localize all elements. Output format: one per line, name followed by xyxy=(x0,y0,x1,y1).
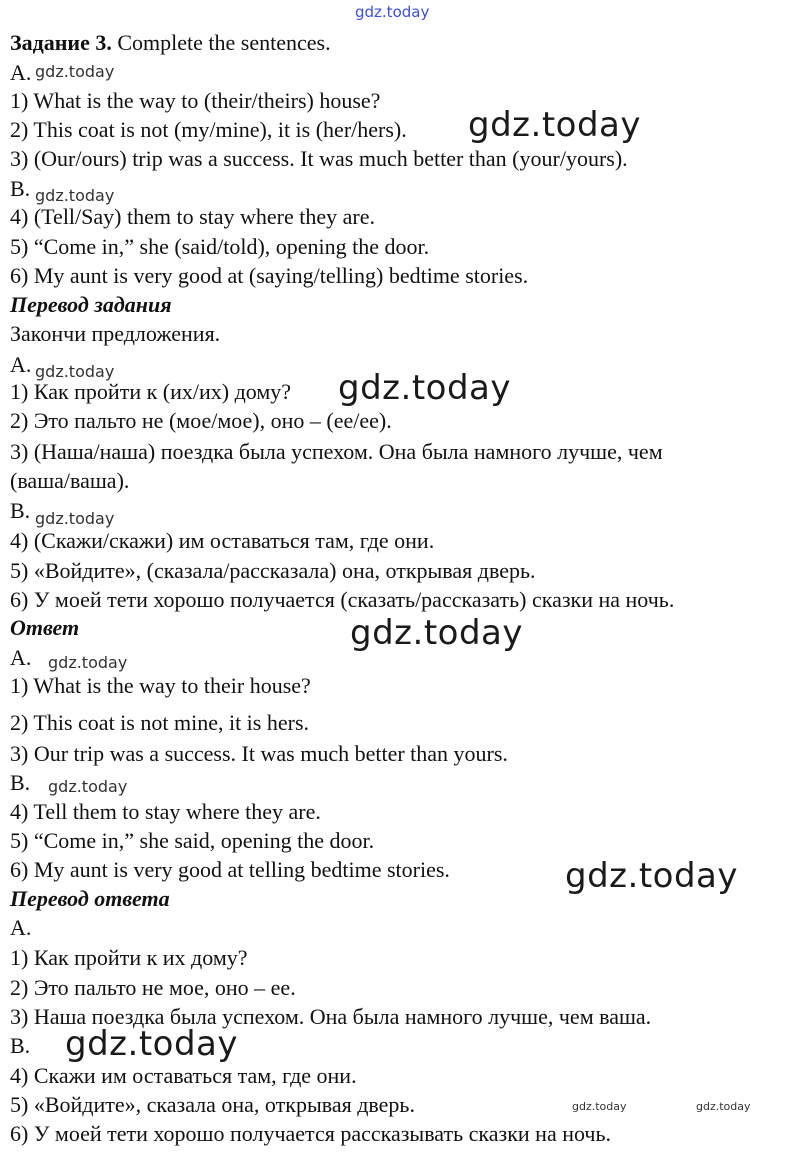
task-label: Задание 3. xyxy=(10,30,112,55)
watermark-small: gdz.today xyxy=(35,509,115,528)
answer-translation-a1: 1) Как пройти к их дому? xyxy=(10,945,248,970)
answer-translation-b6: 6) У моей тети хорошо получается рассказывать сказки на ночь. xyxy=(10,1121,612,1146)
question-part-a-label: A. xyxy=(10,60,32,85)
answer-a3: 3) Our trip was a success. It was much better than yours. xyxy=(10,741,508,766)
translation-a3-line2: (ваша/ваша). xyxy=(10,468,130,493)
watermark-small: gdz.today xyxy=(35,186,115,205)
task-heading xyxy=(10,30,331,56)
translation-part-a-label: A. xyxy=(10,352,32,377)
watermark-small: gdz.today xyxy=(35,362,115,381)
answer-b5: 5) “Come in,” she said, opening the door. xyxy=(10,828,375,853)
translation-a2: 2) Это пальто не (мое/мое), оно – (ее/ее). xyxy=(10,408,392,433)
answer-b4: 4) Tell them to stay where they are. xyxy=(10,799,321,824)
answer-translation-part-a-label: A. xyxy=(10,915,32,940)
question-a3: 3) (Our/ours) trip was a success. It was much better than (your/yours). xyxy=(10,146,628,171)
watermark-large: gdz.today xyxy=(468,105,641,145)
answer-translation-heading: Перевод ответа xyxy=(10,886,170,911)
question-b4: 4) (Tell/Say) them to stay where they are. xyxy=(10,204,375,229)
watermark-large: gdz.today xyxy=(565,856,738,896)
watermark-small: gdz.today xyxy=(48,777,128,796)
translation-b4: 4) (Скажи/скажи) им оставаться там, где они. xyxy=(10,528,435,553)
watermark-large: gdz.today xyxy=(338,368,511,408)
translation-b6: 6) У моей тети хорошо получается (сказать/рассказать) сказки на ночь. xyxy=(10,587,675,612)
translation-a1: 1) Как пройти к (их/их) дому? xyxy=(10,379,292,404)
question-part-b-label: B. xyxy=(10,176,31,201)
answer-part-a-label: A. xyxy=(10,645,32,670)
answer-a2: 2) This coat is not mine, it is hers. xyxy=(10,710,310,735)
question-b5: 5) “Come in,” she (said/told), opening the door. xyxy=(10,234,430,259)
answer-translation-b4: 4) Скажи им оставаться там, где они. xyxy=(10,1063,357,1088)
watermark-top: gdz.today xyxy=(355,3,430,21)
watermark-large: gdz.today xyxy=(350,613,523,653)
translation-b5: 5) «Войдите», (сказала/рассказала) она, открывая дверь. xyxy=(10,558,536,583)
watermark-small: gdz.today xyxy=(48,653,128,672)
watermark-tiny: gdz.today xyxy=(572,1100,627,1113)
answer-translation-a3: 3) Наша поездка была успехом. Она была намного лучше, чем ваша. xyxy=(10,1004,652,1029)
translation-part-b-label: B. xyxy=(10,498,31,523)
translation-heading: Перевод задания xyxy=(10,292,172,317)
watermark-tiny: gdz.today xyxy=(696,1100,751,1113)
question-b6: 6) My aunt is very good at (saying/telling) bedtime stories. xyxy=(10,263,529,288)
answer-heading: Ответ xyxy=(10,615,80,640)
answer-b6: 6) My aunt is very good at telling bedtime stories. xyxy=(10,857,450,882)
question-a1: 1) What is the way to (their/theirs) house? xyxy=(10,88,381,113)
answer-translation-b5: 5) «Войдите», сказала она, открывая дверь. xyxy=(10,1092,415,1117)
answer-a1: 1) What is the way to their house? xyxy=(10,673,311,698)
answer-part-b-label: B. xyxy=(10,770,31,795)
translation-a3-line1: 3) (Наша/наша) поездка была успехом. Она была намного лучше, чем xyxy=(10,439,663,464)
task-instruction: Complete the sentences. xyxy=(117,30,331,55)
watermark-small: gdz.today xyxy=(35,62,115,81)
watermark-large: gdz.today xyxy=(65,1024,238,1064)
question-a2: 2) This coat is not (my/mine), it is (her/hers). xyxy=(10,117,407,142)
answer-translation-part-b-label: B. xyxy=(10,1033,31,1058)
answer-translation-a2: 2) Это пальто не мое, оно – ее. xyxy=(10,975,296,1000)
translation-intro: Закончи предложения. xyxy=(10,321,221,346)
